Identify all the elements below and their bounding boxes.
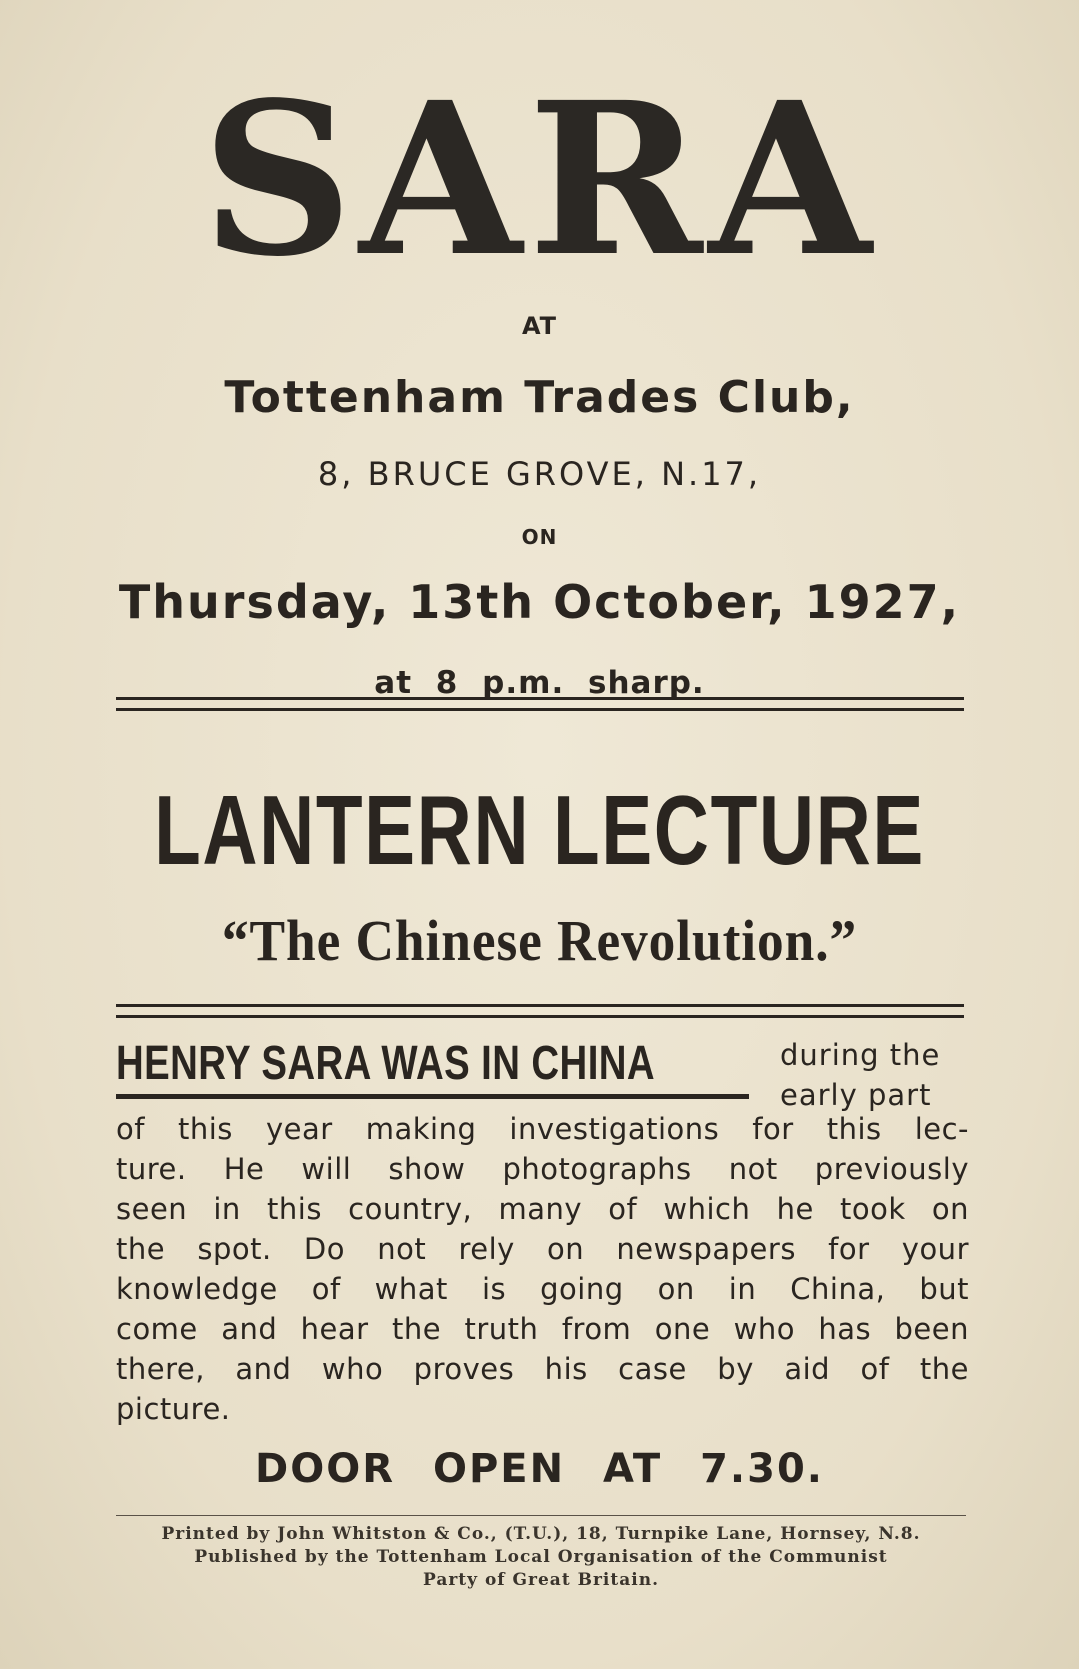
imprint-rule [116,1515,966,1516]
divider-rule-top-1 [116,697,964,700]
continuation-line: early part [780,1078,932,1112]
at-label: AT [521,312,558,340]
body-line: seen in this country, many of which he took on [116,1192,969,1226]
body-line: of this year making investigations for this lec- [116,1112,969,1146]
body-line: the spot. Do not rely on newspapers for your [116,1232,969,1266]
lecture-title: LANTERN LECTURE [154,775,925,885]
door-notice: DOOR OPEN AT 7.30. [255,1446,824,1492]
divider-rule-mid-2 [116,1015,964,1018]
imprint-line: Published by the Tottenham Local Organisation of the Communist [194,1547,888,1567]
printer-imprint [116,1523,966,1592]
body-line: knowledge of what is going on in China, but [116,1272,969,1306]
event-time: at 8 p.m. sharp. [374,665,705,701]
venue-address: 8, BRUCE GROVE, N.17, [317,455,762,493]
divider-rule-mid-1 [116,1004,964,1007]
body-line: picture. [116,1392,231,1426]
body-headline: HENRY SARA WAS IN CHINA [116,1037,656,1090]
divider-rule-top-2 [116,708,964,711]
event-date: Thursday, 13th October, 1927, [118,575,961,629]
imprint-line: Party of Great Britain. [423,1570,659,1590]
venue-name: Tottenham Trades Club, [224,372,855,423]
headline-continuation [780,1035,970,1115]
lecture-subtitle: “The Chinese Revolution.” [221,908,858,973]
body-line: ture. He will show photographs not previously [116,1152,969,1186]
continuation-line: during the [780,1038,941,1072]
poster-title: SARA [201,56,878,303]
on-label: ON [521,525,558,549]
headline-underline [116,1094,749,1099]
imprint-line: Printed by John Whitston & Co., (T.U.), 18, Turnpike Lane, Hornsey, N.8. [161,1524,921,1544]
body-line: come and hear the truth from one who has been [116,1312,969,1346]
body-line: there, and who proves his case by aid of the [116,1352,969,1386]
